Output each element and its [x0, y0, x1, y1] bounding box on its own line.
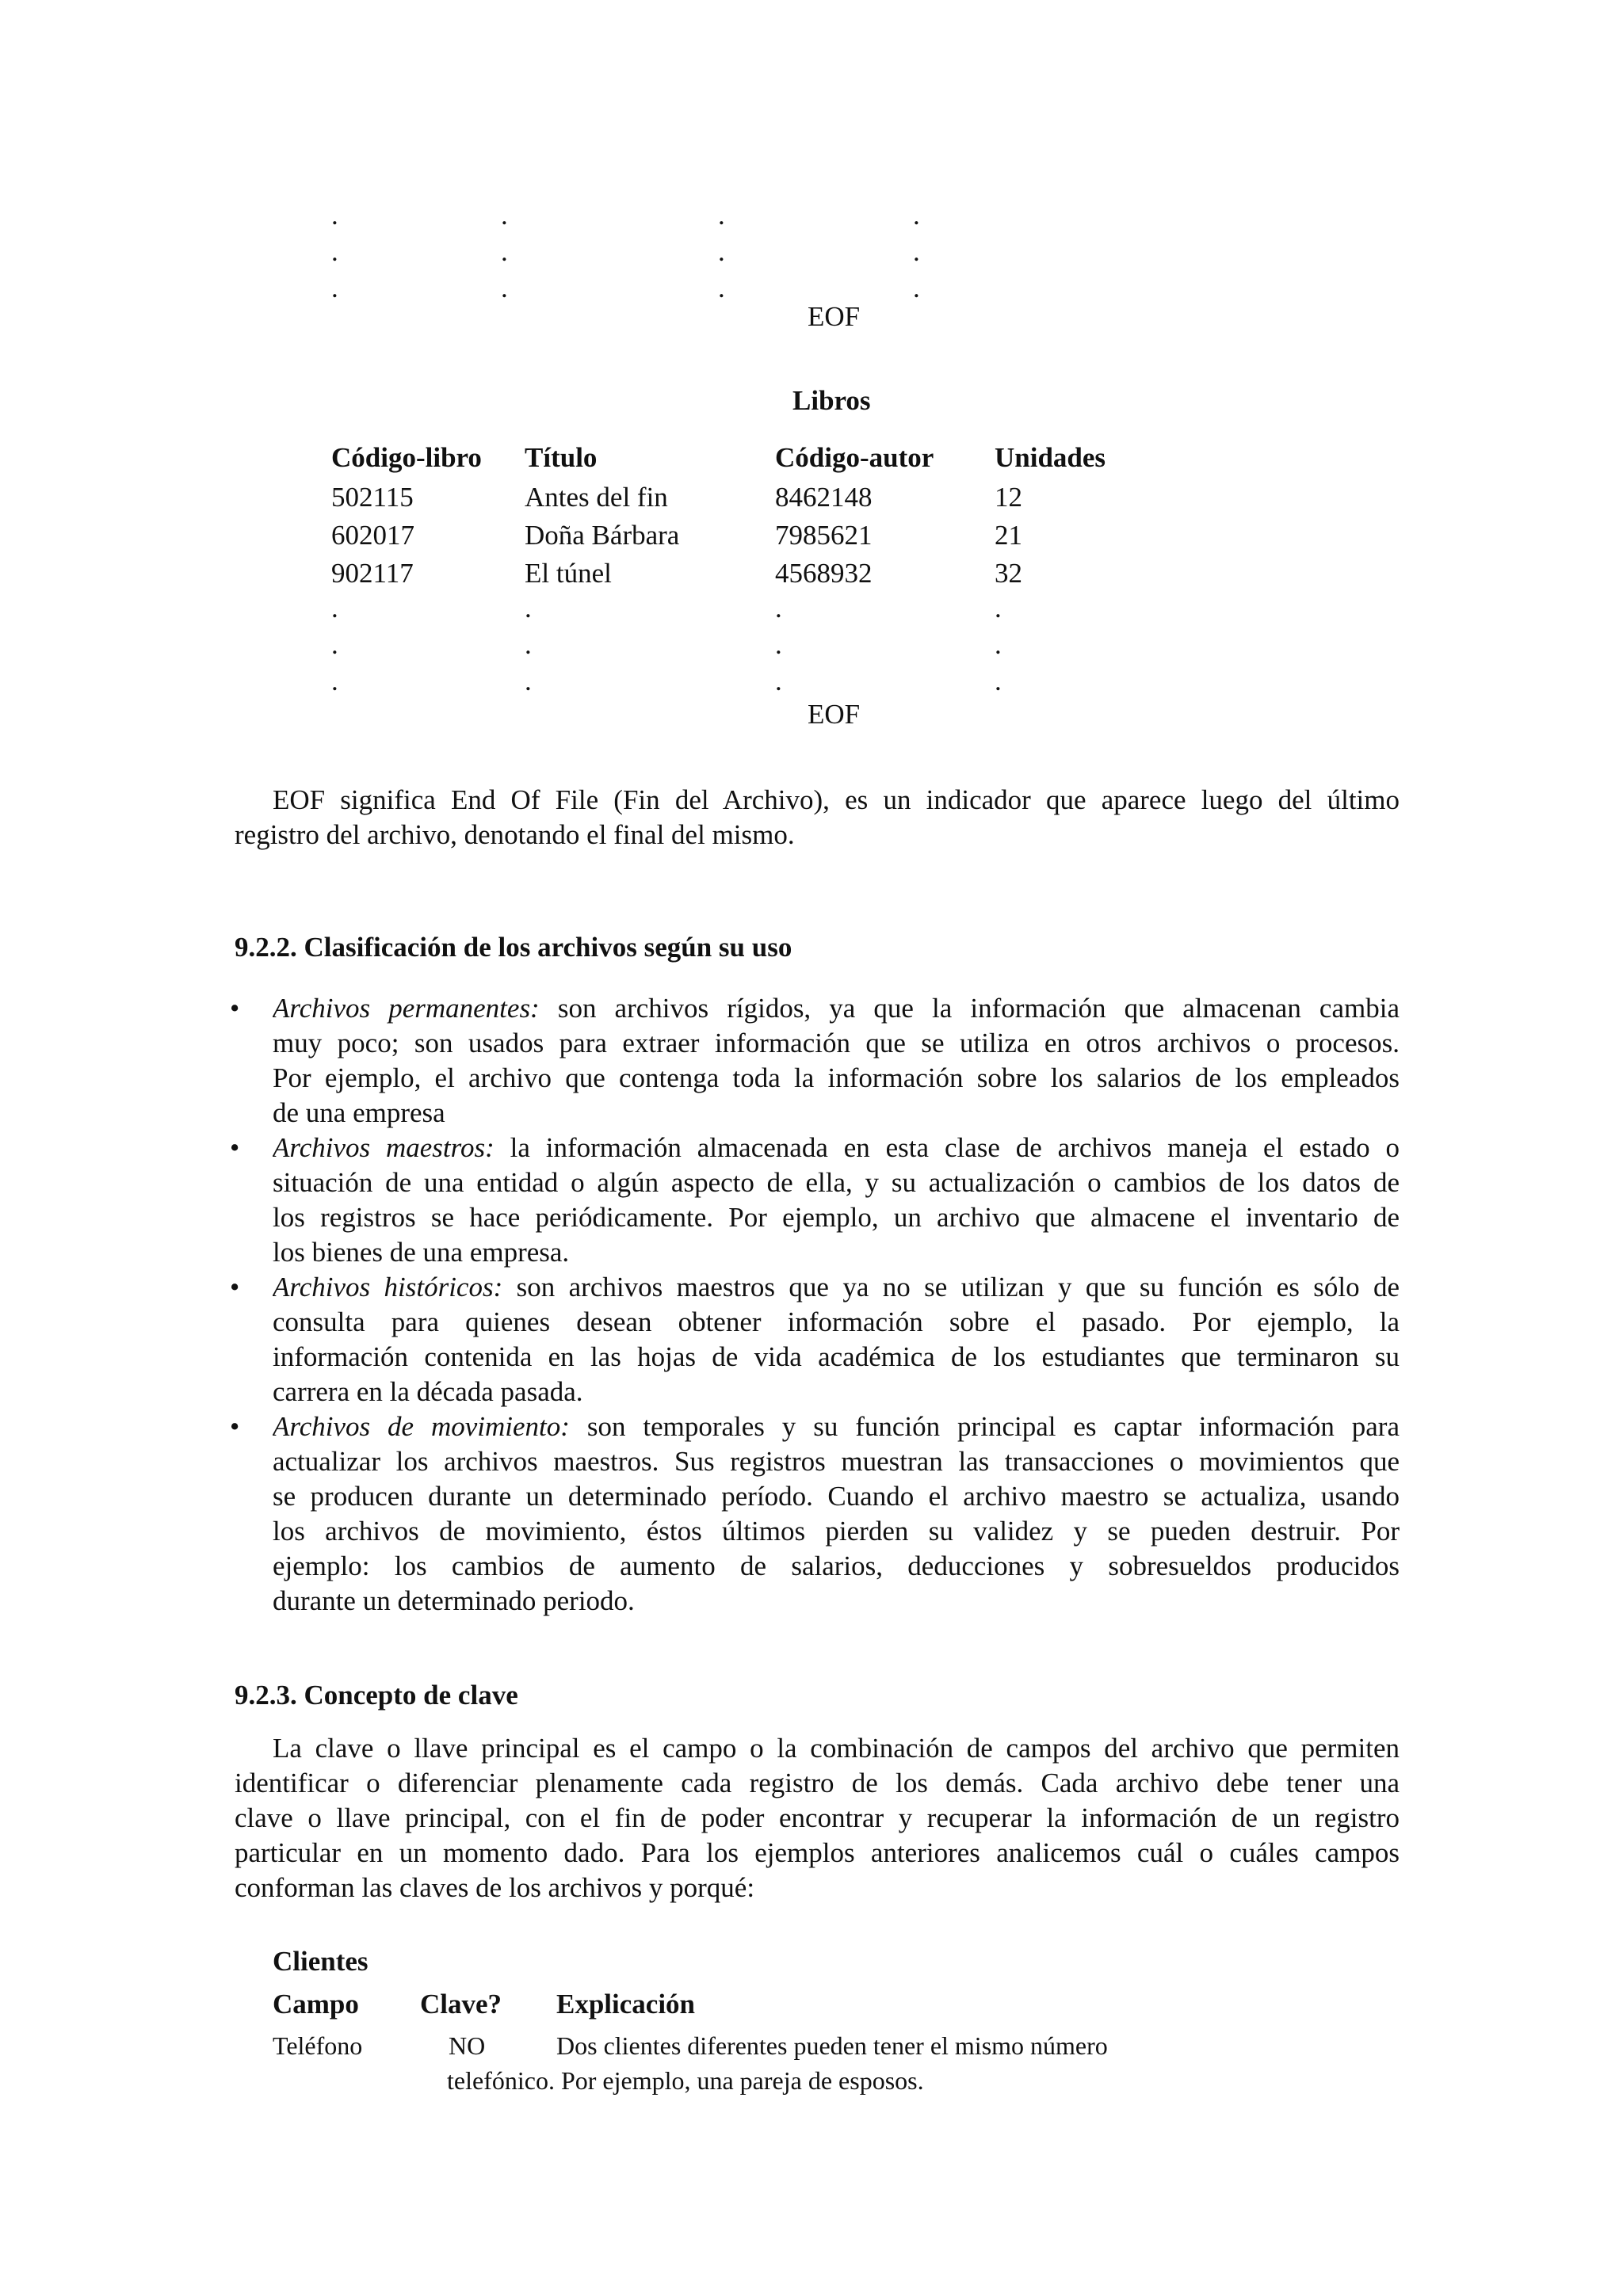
item-line: los bienes de una empresa. — [273, 1237, 570, 1268]
bullet-icon: • — [230, 1411, 240, 1442]
dot: . — [331, 236, 338, 267]
item-term: Archivos permanentes: — [273, 993, 540, 1024]
table-cell: 21 — [995, 520, 1022, 551]
dot: . — [331, 200, 338, 231]
dot: . — [995, 629, 1002, 660]
dot: . — [995, 593, 1002, 624]
paragraph-line: particular en un momento dado. Para los ejemplos anteriores analicemos cuál o cuáles campos — [235, 1837, 1400, 1868]
item-line: durante un determinado periodo. — [273, 1585, 635, 1616]
dot: . — [525, 593, 532, 624]
item-line: información contenida en las hojas de vida académica de los estudiantes que terminaron su — [273, 1341, 1400, 1372]
bullet-icon: • — [230, 1272, 240, 1302]
table-cell: 502115 — [331, 482, 414, 513]
table-cell: Teléfono — [273, 2031, 363, 2060]
dot: . — [913, 273, 920, 303]
item-line: carrera en la década pasada. — [273, 1376, 583, 1407]
column-header: Código-autor — [775, 442, 934, 473]
item-line: consulta para quienes desean obtener información sobre el pasado. Por ejemplo, la — [273, 1306, 1400, 1337]
dot: . — [775, 593, 782, 624]
item-line: ejemplo: los cambios de aumento de salarios, deducciones y sobresueldos producidos — [273, 1550, 1400, 1581]
table-cell: 902117 — [331, 558, 414, 589]
table-cell: telefónico. Por ejemplo, una pareja de esposos. — [447, 2066, 924, 2095]
dot: . — [913, 236, 920, 267]
item-line: de una empresa — [273, 1097, 445, 1128]
item-line: se producen durante un determinado período. Cuando el archivo maestro se actualiza, usando — [273, 1481, 1400, 1512]
item-line: muy poco; son usados para extraer información que se utiliza en otros archivos o procesos. — [273, 1028, 1400, 1058]
column-header: Título — [525, 442, 598, 473]
dot: . — [913, 200, 920, 231]
paragraph-line: registro del archivo, denotando el final del mismo. — [235, 819, 795, 850]
eof-marker: EOF — [808, 699, 861, 730]
bullet-icon: • — [230, 993, 240, 1024]
dot: . — [525, 666, 532, 696]
table-cell: 7985621 — [775, 520, 873, 551]
dot: . — [331, 629, 338, 660]
dot: . — [501, 200, 508, 231]
table-cell: Dos clientes diferentes pueden tener el mismo número — [556, 2031, 1108, 2060]
table-cell: NO — [449, 2031, 486, 2060]
column-header: Clave? — [420, 1989, 502, 2019]
dot: . — [718, 273, 725, 303]
paragraph-line: La clave o llave principal es el campo o la combinación de campos del archivo que permiten — [273, 1733, 1400, 1764]
item-text: la información almacenada en esta clase de archivos maneja el estado o — [494, 1132, 1400, 1163]
table-title: Libros — [792, 385, 871, 416]
table-cell: El túnel — [525, 558, 612, 589]
dot: . — [775, 629, 782, 660]
table-cell: 8462148 — [775, 482, 873, 513]
table-cell: 4568932 — [775, 558, 873, 589]
item-line: situación de una entidad o algún aspecto de ella, y su actualización o cambios de los datos de — [273, 1167, 1400, 1198]
item-line: Por ejemplo, el archivo que contenga toda la información sobre los salarios de los empleados — [273, 1062, 1400, 1093]
table-cell: 32 — [995, 558, 1022, 589]
clave-paragraph — [235, 1731, 1400, 1905]
bullet-icon: • — [230, 1132, 240, 1163]
section-heading: 9.2.3. Concepto de clave — [235, 1680, 518, 1711]
item-line: los archivos de movimiento, éstos últimos pierden su validez y se pueden destruir. Por — [273, 1516, 1400, 1547]
dot: . — [331, 666, 338, 696]
eof-paragraph — [235, 783, 1400, 852]
item-term: Archivos de movimiento: — [273, 1411, 570, 1442]
item-text: son archivos maestros que ya no se utilizan y que su función es sólo de — [502, 1272, 1400, 1302]
dot: . — [775, 666, 782, 696]
column-header: Código-libro — [331, 442, 482, 473]
table-cell: 12 — [995, 482, 1022, 513]
dot: . — [525, 629, 532, 660]
dot: . — [331, 593, 338, 624]
item-text: son temporales y su función principal es captar información para — [569, 1411, 1400, 1442]
table-cell: Antes del fin — [525, 482, 668, 513]
table-cell: Doña Bárbara — [525, 520, 680, 551]
dot: . — [501, 273, 508, 303]
table-cell: 602017 — [331, 520, 414, 551]
column-header: Explicación — [556, 1989, 696, 2019]
dot: . — [718, 200, 725, 231]
column-header: Campo — [273, 1989, 359, 2019]
dot: . — [995, 666, 1002, 696]
item-text: son archivos rígidos, ya que la información que almacenan cambia — [539, 993, 1400, 1024]
eof-marker: EOF — [808, 301, 861, 332]
item-term: Archivos históricos: — [273, 1272, 503, 1302]
table-title: Clientes — [273, 1946, 369, 1977]
item-line: actualizar los archivos maestros. Sus registros muestran las transacciones o movimientos que — [273, 1446, 1400, 1477]
dot: . — [331, 273, 338, 303]
item-term: Archivos maestros: — [273, 1132, 495, 1163]
paragraph-line: conforman las claves de los archivos y porqué: — [235, 1872, 755, 1903]
dot: . — [718, 236, 725, 267]
dot: . — [501, 236, 508, 267]
paragraph-line: identificar o diferenciar plenamente cada registro de los demás. Cada archivo debe tener una — [235, 1768, 1400, 1798]
section-heading: 9.2.2. Clasificación de los archivos según su uso — [235, 932, 792, 963]
column-header: Unidades — [995, 442, 1106, 473]
paragraph-line: clave o llave principal, con el fin de poder encontrar y recuperar la información de un registro — [235, 1802, 1400, 1833]
paragraph-line: EOF significa End Of File (Fin del Archivo), es un indicador que aparece luego del último — [273, 784, 1400, 815]
item-line: los registros se hace periódicamente. Por ejemplo, un archivo que almacene el inventario de — [273, 1202, 1400, 1233]
